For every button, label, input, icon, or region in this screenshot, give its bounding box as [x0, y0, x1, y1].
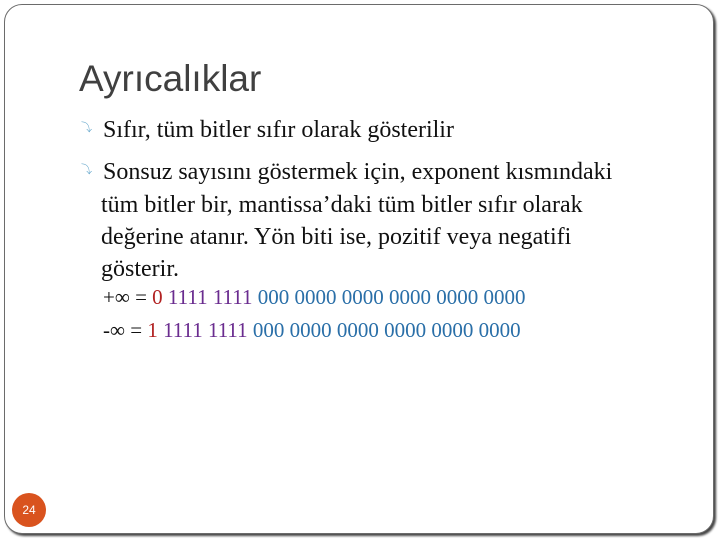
curved-arrow-bullet-icon: ⤵ — [81, 122, 92, 135]
exponent-bits: 1111 1111 — [157, 318, 248, 342]
bullet-item-zero — [79, 114, 454, 147]
mantissa-bits: 000 0000 0000 0000 0000 0000 — [252, 285, 526, 309]
bullet-line: değerine atanır. Yön biti ise, pozitif veya negatifi — [101, 224, 572, 251]
mantissa-bits: 000 0000 0000 0000 0000 0000 — [247, 318, 521, 342]
sign-bit: 1 — [147, 318, 158, 342]
negative-infinity-example — [103, 318, 521, 343]
example-lead: +∞ = — [103, 285, 153, 309]
curved-arrow-bullet-icon: ⤵ — [81, 164, 92, 177]
slide-title: Ayrıcalıklar — [79, 58, 262, 99]
bullet-line: gösterir. — [101, 256, 179, 283]
page-number-badge: 24 — [12, 493, 46, 527]
bullet-item-infinity — [79, 156, 679, 285]
example-lead: -∞ = — [103, 318, 148, 342]
bullet-line: tüm bitler bir, mantissa’daki tüm bitler sıfır olarak — [101, 192, 583, 219]
bullet-text: Sıfır, tüm bitler sıfır olarak gösterilir — [103, 117, 454, 143]
exponent-bits: 1111 1111 — [162, 285, 253, 309]
positive-infinity-example — [103, 285, 526, 310]
sign-bit: 0 — [152, 285, 163, 309]
bullet-text: Sonsuz sayısını göstermek için, exponent kısmındaki — [103, 159, 613, 185]
bullet-line — [79, 156, 679, 189]
